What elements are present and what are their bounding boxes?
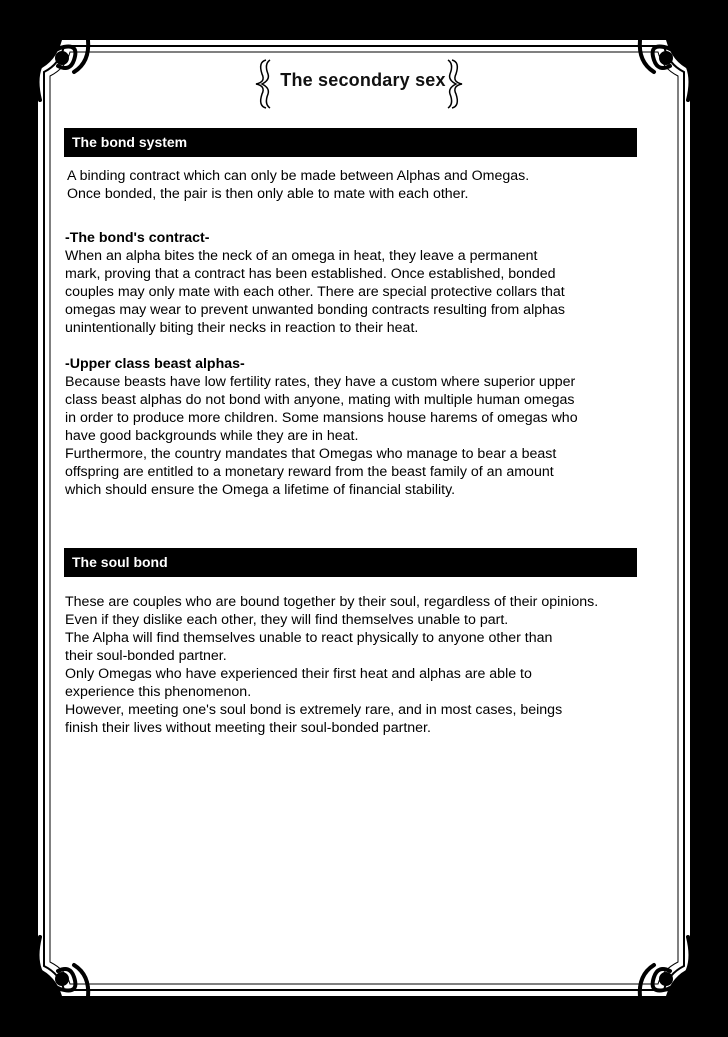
soul-bond-body: These are couples who are bound together by their soul, regardless of their opinions. Even if they dislike each other, they will find themselves unable to part. The Alpha will find themselves unable to react physically to anyone other than their soul-bonded partner. Only Omegas who have experienced their first heat and alphas are able to experience this phenomenon. However, meeting one's soul bond is extremely rare, and in most cases, beings finish their lives without meeting their soul-bonded partner.: [65, 594, 599, 736]
bond-system-intro: A binding contract which can only be made between Alphas and Omegas. Once bonded, the pair is then only able to mate with each other.: [67, 168, 530, 202]
page-title: The secondary sex: [280, 70, 446, 90]
subsection-bonds-contract: [65, 211, 645, 337]
section-header-soul-bond: The soul bond: [64, 548, 637, 577]
subsection-heading: -The bond's contract-: [65, 230, 210, 246]
subsection-body: Because beasts have low fertility rates, they have a custom where superior upper class beast alphas do not bond with anyone, mating with multiple human omegas in order to produce more children. Some mansions house harems of omegas who have good backgrounds while they are in heat. Furthermore, the country mandates that Omegas who manage to bear a beast offspring are entitled to a monetary reward from the beast family of an amount which should ensure the Omega a lifetime of financial stability.: [65, 374, 578, 498]
subsection-body: When an alpha bites the neck of an omega in heat, they leave a permanent mark, proving that a contract has been established. Once established, bonded couples may only mate with each other. There are special protective collars that omegas may wear to prevent unwanted bonding contracts resulting from alphas unintentionally biting their necks in reaction to their heat.: [65, 248, 565, 336]
subsection-upper-class-beast-alphas: [65, 337, 645, 499]
section-header-bond-system: The bond system: [64, 128, 637, 157]
subsection-heading: -Upper class beast alphas-: [65, 356, 245, 372]
